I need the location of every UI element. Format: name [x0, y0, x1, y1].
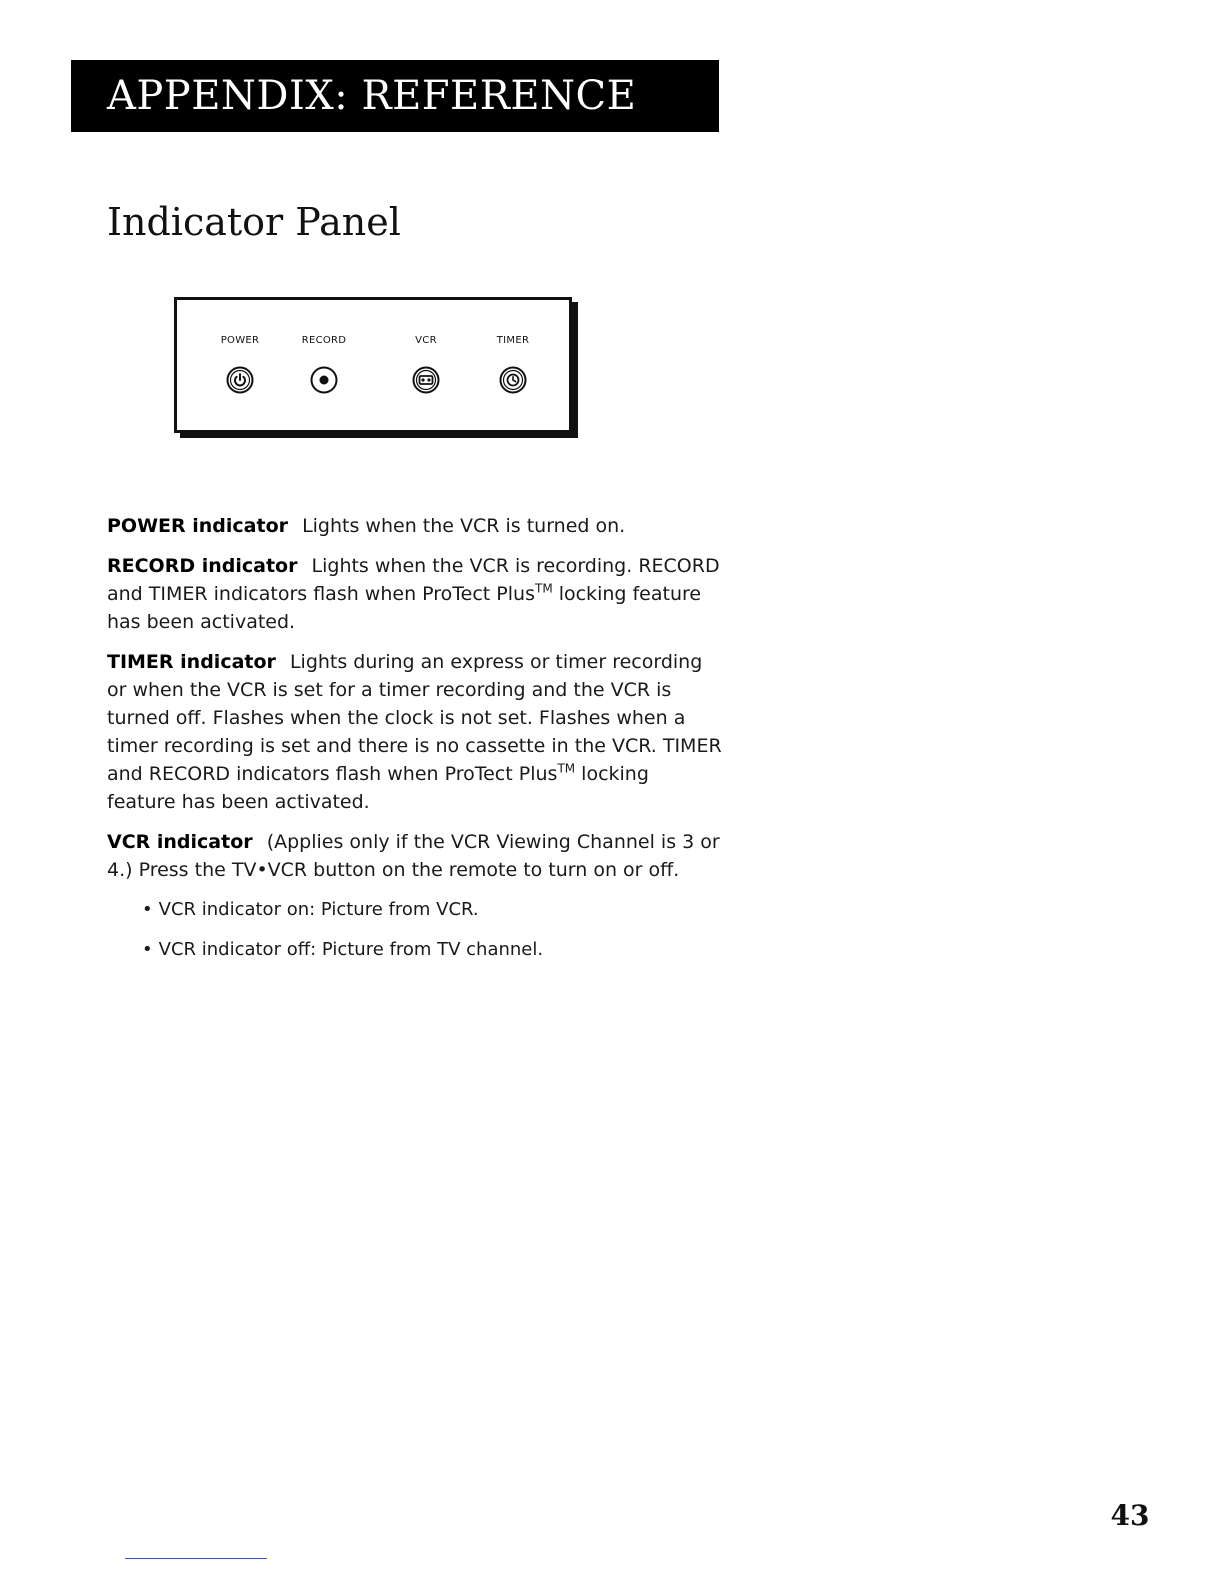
- indicator-power: [210, 334, 270, 394]
- power-indicator-paragraph: [107, 512, 723, 540]
- indicator-vcr: [396, 334, 456, 394]
- bullet-icon: •: [142, 939, 153, 960]
- vcr-indicator-paragraph: [107, 828, 723, 884]
- timer-indicator-term: TIMER indicator: [107, 651, 276, 673]
- bullet-icon: •: [142, 899, 153, 920]
- footer-divider: [125, 1558, 267, 1559]
- record-indicator-term: RECORD indicator: [107, 555, 298, 577]
- clock-icon: [499, 366, 527, 394]
- vcr-indicator-text: (Applies only if the VCR Viewing Channel is 3 or 4.) Press the TV•VCR button on the remote to turn on or off.: [107, 831, 720, 881]
- indicator-timer-label: TIMER: [496, 335, 530, 346]
- indicator-record-label: RECORD: [301, 335, 347, 346]
- list-item-text: VCR indicator off: Picture from TV channel.: [158, 939, 544, 960]
- list-item: [142, 936, 723, 964]
- timer-indicator-paragraph: [107, 648, 723, 816]
- record-indicator-text: Lights when the VCR is recording. RECORD and TIMER indicators flash when ProTect Plus: [107, 555, 720, 605]
- record-indicator-paragraph: [107, 552, 723, 636]
- record-dot-icon: [310, 366, 338, 394]
- indicator-panel-diagram: [174, 297, 572, 433]
- page-number: 43: [1110, 1499, 1150, 1532]
- power-icon: [226, 366, 254, 394]
- vcr-indicator-term: VCR indicator: [107, 831, 253, 853]
- header-title: APPENDIX: REFERENCE: [107, 73, 637, 119]
- vcr-indicator-list: [107, 896, 723, 964]
- indicator-vcr-label: VCR: [415, 335, 437, 346]
- page-title: Indicator Panel: [107, 200, 401, 244]
- power-indicator-text: Lights when the VCR is turned on.: [302, 515, 626, 537]
- header-bar: [71, 60, 719, 132]
- power-indicator-term: POWER indicator: [107, 515, 289, 537]
- indicator-descriptions: [107, 512, 723, 976]
- indicator-record: [294, 334, 354, 394]
- timer-indicator-text: Lights during an express or timer recording or when the VCR is set for a timer recording and the VCR is turned off. Flashes when the clock is not set. Flashes when a timer recording is set and there is no cassette in the VCR. TIMER and RECORD indicators flash when ProTect Plus: [107, 651, 722, 785]
- indicator-power-label: POWER: [220, 335, 260, 346]
- record-indicator-text-end: locking feature has been activated.: [107, 583, 702, 633]
- trademark-superscript: TM: [557, 761, 576, 776]
- timer-indicator-text-end: locking feature has been activated.: [107, 763, 649, 813]
- list-item-text: VCR indicator on: Picture from VCR.: [158, 899, 479, 920]
- list-item: [142, 896, 723, 924]
- trademark-superscript: TM: [534, 581, 553, 596]
- cassette-icon: [412, 366, 440, 394]
- indicator-timer: [483, 334, 543, 394]
